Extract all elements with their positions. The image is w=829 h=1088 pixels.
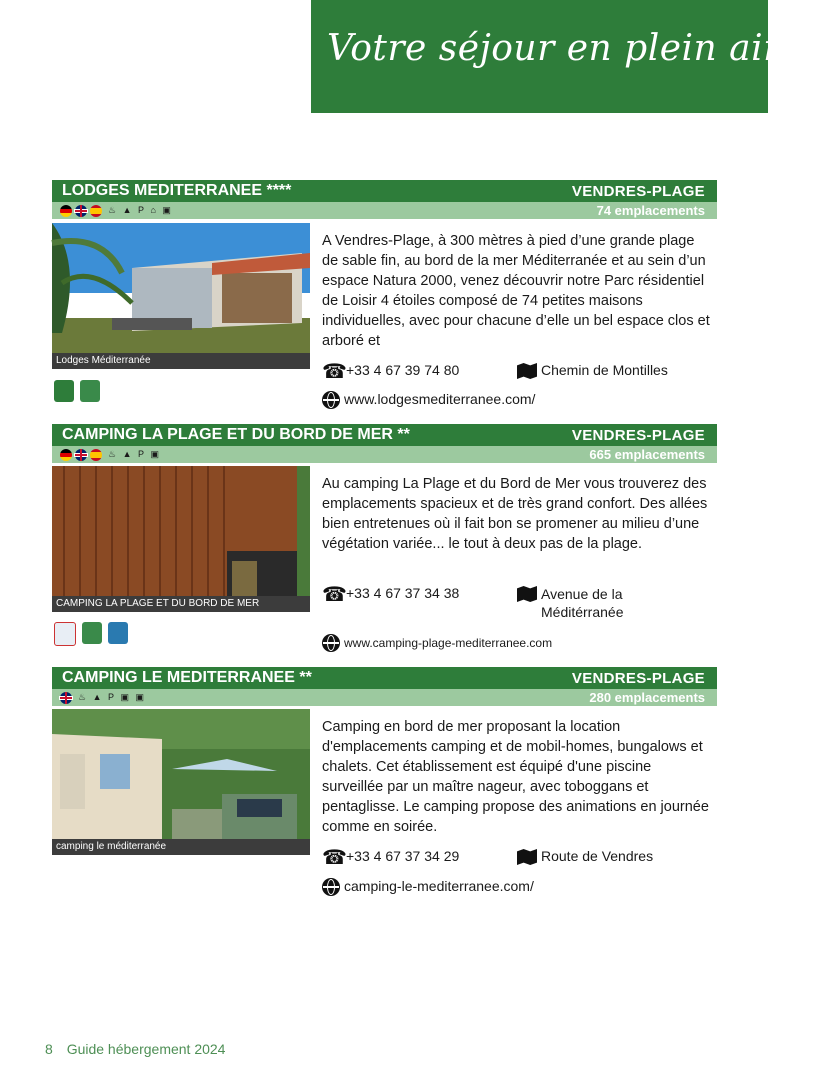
page-number: 8 <box>45 1041 53 1057</box>
camping-mediterranee-photo <box>52 709 310 839</box>
amenity-icons: ♨ ▲ P ▣ <box>108 449 160 459</box>
listing-description: Au camping La Plage et du Bord de Mer vous trouverez des emplacements spacieux et de très grand confort. Des allées bien entretenues où il fait bon se promener au milieu d’une végétation variée... le tout à deux pas de la plage. <box>322 476 708 552</box>
listing-photo <box>52 466 310 596</box>
quality-labels <box>54 380 100 402</box>
address-text: Avenue de la Méditérranée <box>541 586 624 620</box>
phone-icon <box>322 362 342 380</box>
german-flag-icon <box>60 449 72 461</box>
photo-caption: CAMPING LA PLAGE ET DU BORD DE MER <box>52 596 310 612</box>
tourism-label-icon <box>54 380 74 402</box>
accessibility-label-icon <box>108 622 128 644</box>
language-flags <box>60 205 172 217</box>
listing-location: VENDRES-PLAGE <box>571 426 705 444</box>
listing-header <box>52 180 717 202</box>
website-link[interactable]: www.lodgesmediterranee.com/ <box>344 391 536 407</box>
camping-plage-photo <box>52 466 310 596</box>
ecolabel-icon <box>82 622 102 644</box>
phone-number[interactable]: +33 4 67 39 74 80 <box>346 362 460 378</box>
amenity-icons: ♨ ▲ P ▣ ▣ <box>78 692 145 702</box>
phone-contact <box>322 585 459 603</box>
listing-header <box>52 424 717 446</box>
website-contact <box>322 391 535 409</box>
listing-description: Camping en bord de mer proposant la location d'emplacements camping et de mobil-homes, bungalows et chalets. Cet établissement est équipé d'une piscine surveillée par un maître nageur, avec toboggans et pentaglisse. Le camping propose des animations en journée comme en soirée. <box>322 719 709 835</box>
page-footer <box>45 1041 225 1057</box>
listing-name: CAMPING LA PLAGE ET DU BORD DE MER ** <box>62 426 410 443</box>
phone-icon <box>322 848 342 866</box>
address-text: Route de Vendres <box>541 848 654 864</box>
ecolabel-icon <box>80 380 100 402</box>
listing-subheader <box>52 202 717 219</box>
address-contact <box>517 848 653 866</box>
lodge-photo <box>52 223 310 353</box>
address-contact <box>517 362 668 380</box>
listing-name: LODGES MEDITERRANEE **** <box>62 182 292 199</box>
map-icon <box>517 585 537 603</box>
listing-camping-mediterranee <box>52 667 717 897</box>
listing-lodges <box>52 180 717 415</box>
website-link[interactable]: www.camping-plage-mediterranee.com <box>344 636 553 650</box>
spots-count: 74 emplacements <box>596 203 705 218</box>
english-flag-icon <box>75 449 87 461</box>
map-icon <box>517 362 537 380</box>
globe-icon <box>322 878 340 896</box>
website-contact <box>322 878 534 896</box>
language-flags <box>60 449 160 461</box>
phone-number[interactable]: +33 4 67 37 34 29 <box>346 848 460 864</box>
photo-caption: Lodges Méditerranée <box>52 353 310 369</box>
listing-camping-plage <box>52 424 717 654</box>
photo-caption: camping le méditerranée <box>52 839 310 855</box>
spanish-flag-icon <box>90 205 102 217</box>
quality-tourism-icon <box>54 622 76 646</box>
phone-contact <box>322 848 459 866</box>
footer-text: Guide hébergement 2024 <box>66 1041 226 1057</box>
page-title: Votre séjour en plein air ... <box>327 28 829 69</box>
german-flag-icon <box>60 205 72 217</box>
listing-name: CAMPING LE MEDITERRANEE ** <box>62 669 312 686</box>
listing-location: VENDRES-PLAGE <box>571 182 705 200</box>
phone-icon <box>322 585 342 603</box>
address-text: Chemin de Montilles <box>541 362 668 378</box>
quality-labels <box>54 622 128 646</box>
listing-photo <box>52 709 310 839</box>
listing-subheader <box>52 446 717 463</box>
globe-icon <box>322 391 340 409</box>
spanish-flag-icon <box>90 449 102 461</box>
listing-header <box>52 667 717 689</box>
english-flag-icon <box>75 205 87 217</box>
listing-description: A Vendres-Plage, à 300 mètres à pied d’une grande plage de sable fin, au bord de la mer Méditerranée et au sein d’un espace Natura 2000, venez découvrir notre Parc résidentiel de Loisir 4 étoiles composé de 74 petites maisons individuelles, avec pour chacune d’elle un bel espace clos et arboré et <box>322 233 710 349</box>
website-contact <box>322 634 552 652</box>
phone-number[interactable]: +33 4 67 37 34 38 <box>346 585 460 601</box>
listing-photo <box>52 223 310 353</box>
map-icon <box>517 848 537 866</box>
phone-contact <box>322 362 459 380</box>
listing-subheader <box>52 689 717 706</box>
spots-count: 665 emplacements <box>589 447 705 462</box>
amenity-icons: ♨ ▲ P ⌂ ▣ <box>108 205 172 215</box>
address-contact <box>517 585 661 621</box>
website-link[interactable]: camping-le-mediterranee.com/ <box>344 878 534 894</box>
globe-icon <box>322 634 340 652</box>
language-flags <box>60 692 145 704</box>
header-banner <box>311 0 829 113</box>
spots-count: 280 emplacements <box>589 690 705 705</box>
listing-location: VENDRES-PLAGE <box>571 669 705 687</box>
english-flag-icon <box>60 692 72 704</box>
